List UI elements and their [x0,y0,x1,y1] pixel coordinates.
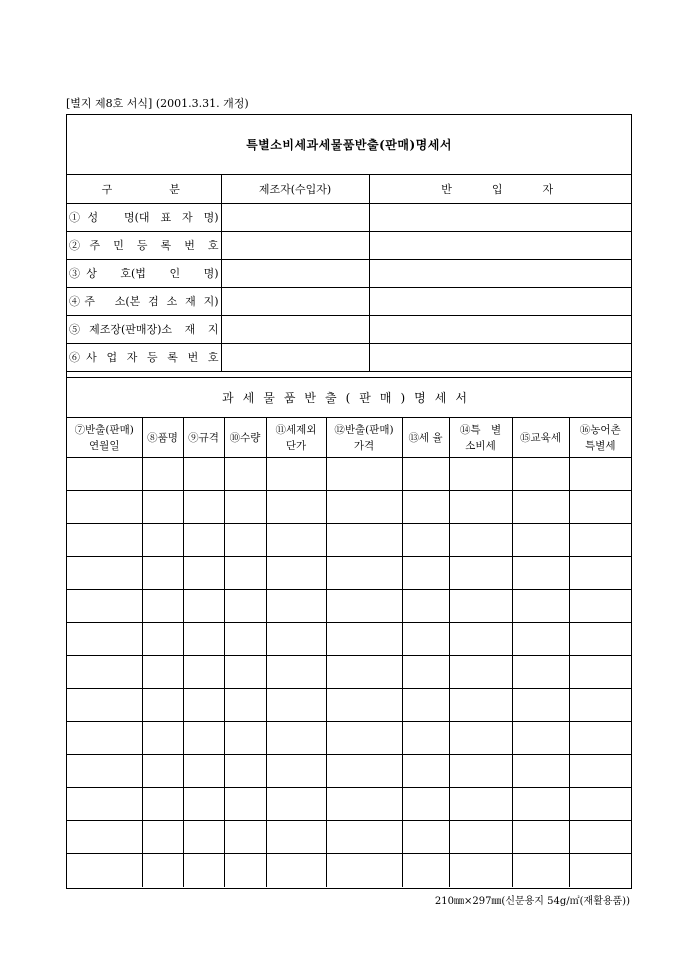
form-sheet [66,114,632,889]
header-unit-price [266,418,326,458]
table-cell[interactable] [224,458,266,491]
table-cell[interactable] [449,590,512,623]
table-cell[interactable] [402,491,449,524]
header-item-name [142,418,183,458]
table-cell[interactable] [512,788,569,821]
table-cell[interactable] [402,821,449,854]
table-row [67,788,631,821]
table-cell[interactable] [569,656,631,689]
manufacturer-name-field[interactable] [221,203,369,231]
table-cell[interactable] [224,656,266,689]
receiver-name-field[interactable] [369,203,631,231]
table-cell[interactable] [266,788,326,821]
table-cell[interactable] [183,755,224,788]
table-cell[interactable] [402,590,449,623]
header-date-line2: 연월일 [89,439,120,452]
info-label-business-number: ⑥사 업 자 등 록 번 호 [67,343,221,371]
table-cell[interactable] [512,557,569,590]
table-cell[interactable] [142,755,183,788]
table-row [67,689,631,722]
paper-spec-footer: 210㎜×297㎜(신문용지 54g/㎡(재활용품)) [434,896,630,907]
table-cell[interactable] [569,788,631,821]
table-cell[interactable] [67,722,142,755]
table-cell[interactable] [183,491,224,524]
info-row-resident-number [67,231,631,259]
table-row [67,821,631,854]
table-cell[interactable] [142,491,183,524]
table-row [67,491,631,524]
table-cell[interactable] [67,689,142,722]
table-cell[interactable] [326,722,402,755]
info-label-address: ④주 소(본 검 소 재 지) [67,287,221,315]
table-cell[interactable] [266,623,326,656]
manufacturer-resident-number-field[interactable] [221,231,369,259]
table-cell[interactable] [183,656,224,689]
table-cell[interactable] [449,491,512,524]
table-row [67,722,631,755]
header-rural-tax-line2: 특별세 [585,439,616,452]
table-cell[interactable] [67,788,142,821]
table-row [67,458,631,491]
table-cell[interactable] [266,722,326,755]
table-cell[interactable] [142,458,183,491]
table-cell[interactable] [224,755,266,788]
table-cell[interactable] [224,623,266,656]
info-row-name [67,203,631,231]
table-cell[interactable] [142,524,183,557]
manufacturer-address-field[interactable] [221,287,369,315]
table-cell[interactable] [402,623,449,656]
table-cell[interactable] [266,656,326,689]
table-cell[interactable] [449,623,512,656]
table-row [67,590,631,623]
table-cell[interactable] [67,854,142,887]
table-cell[interactable] [402,854,449,887]
table-cell[interactable] [266,524,326,557]
table-cell[interactable] [569,755,631,788]
form-number-header: [별지 제8호 서식] (2001.3.31. 개정) [66,97,249,110]
header-tax-rate-line1: ⑬세 율 [408,431,443,444]
table-cell[interactable] [266,821,326,854]
table-cell[interactable] [569,689,631,722]
table-cell[interactable] [569,524,631,557]
section-title: 과세물품반출(판매)명세서 [67,377,631,418]
table-cell[interactable] [449,656,512,689]
manufacturer-factory-location-field[interactable] [221,315,369,343]
table-cell[interactable] [512,590,569,623]
table-cell[interactable] [266,458,326,491]
table-cell[interactable] [224,854,266,887]
info-label-factory-location: ⑤제조장(판매장)소 재 지 [67,315,221,343]
table-cell[interactable] [67,623,142,656]
table-cell[interactable] [402,722,449,755]
table-cell[interactable] [569,722,631,755]
header-spec-line1: ⑨규격 [188,431,219,444]
header-price-line2: 가격 [353,439,375,452]
table-cell[interactable] [402,689,449,722]
table-cell[interactable] [326,821,402,854]
table-cell[interactable] [183,788,224,821]
table-row [67,557,631,590]
table-cell[interactable] [569,854,631,887]
table-row [67,524,631,557]
receiver-address-field[interactable] [369,287,631,315]
table-cell[interactable] [183,854,224,887]
table-cell[interactable] [67,821,142,854]
table-cell[interactable] [569,557,631,590]
table-cell[interactable] [449,854,512,887]
table-cell[interactable] [224,689,266,722]
table-cell[interactable] [512,755,569,788]
receiver-business-number-field[interactable] [369,343,631,371]
table-cell[interactable] [183,722,224,755]
table-cell[interactable] [326,590,402,623]
table-cell[interactable] [266,590,326,623]
table-cell[interactable] [142,788,183,821]
table-cell[interactable] [326,755,402,788]
table-cell[interactable] [326,854,402,887]
info-row-factory-location [67,315,631,343]
form-title: 특별소비세과세물품반출(판매)명세서 [67,115,631,175]
table-cell[interactable] [326,557,402,590]
table-cell[interactable] [224,524,266,557]
table-cell[interactable] [67,656,142,689]
table-cell[interactable] [512,458,569,491]
table-cell[interactable] [449,557,512,590]
table-cell[interactable] [512,854,569,887]
table-cell[interactable] [142,623,183,656]
header-education-tax [512,418,569,458]
table-cell[interactable] [402,557,449,590]
table-cell[interactable] [449,524,512,557]
table-cell[interactable] [569,623,631,656]
header-price-line1: ⑫반출(판매) [334,423,394,436]
header-special-tax-line1: ⑭특 별 [459,423,502,436]
table-cell[interactable] [266,557,326,590]
table-cell[interactable] [142,821,183,854]
table-cell[interactable] [183,458,224,491]
table-cell[interactable] [142,656,183,689]
header-rural-tax-line1: ⑯농어촌 [579,423,621,436]
info-table [67,175,631,372]
table-cell[interactable] [326,524,402,557]
table-cell[interactable] [183,689,224,722]
table-cell[interactable] [449,788,512,821]
header-special-tax [449,418,512,458]
table-cell[interactable] [142,722,183,755]
table-cell[interactable] [449,722,512,755]
info-header-manufacturer: 제조자(수입자) [221,175,369,203]
items-table [67,417,631,887]
header-date [67,418,142,458]
table-cell[interactable] [449,689,512,722]
info-label-name: ①성 명(대 표 자 명) [67,203,221,231]
table-cell[interactable] [67,557,142,590]
info-header-division: 구 분 [67,175,221,203]
header-quantity-line1: ⑩수량 [229,431,261,444]
header-quantity [224,418,266,458]
table-cell[interactable] [326,656,402,689]
table-cell[interactable] [402,788,449,821]
table-cell[interactable] [183,821,224,854]
table-cell[interactable] [224,788,266,821]
table-row [67,755,631,788]
header-education-tax-line1: ⑮교육세 [520,431,561,444]
table-row [67,656,631,689]
table-cell[interactable] [402,755,449,788]
table-cell[interactable] [449,821,512,854]
table-cell[interactable] [512,524,569,557]
table-cell[interactable] [142,854,183,887]
header-unit-price-line1: ⑪세제외 [275,423,317,436]
info-header-receiver: 반 입 자 [369,175,631,203]
info-header-row [67,175,631,203]
header-special-tax-line2: 소비세 [465,439,496,452]
header-spec [183,418,224,458]
table-cell[interactable] [183,524,224,557]
table-cell[interactable] [512,623,569,656]
table-cell[interactable] [326,491,402,524]
receiver-factory-location-field[interactable] [369,315,631,343]
table-cell[interactable] [266,755,326,788]
table-cell[interactable] [67,590,142,623]
table-cell[interactable] [266,491,326,524]
table-cell[interactable] [449,458,512,491]
receiver-company-field[interactable] [369,259,631,287]
table-cell[interactable] [569,458,631,491]
header-tax-rate [402,418,449,458]
table-cell[interactable] [266,854,326,887]
table-cell[interactable] [512,821,569,854]
table-cell[interactable] [326,623,402,656]
header-date-line1: ⑦반출(판매) [74,423,134,436]
table-row [67,623,631,656]
table-cell[interactable] [224,590,266,623]
info-label-company: ③상 호(법 인 명) [67,259,221,287]
table-cell[interactable] [512,656,569,689]
table-row [67,854,631,887]
info-row-company [67,259,631,287]
manufacturer-business-number-field[interactable] [221,343,369,371]
table-cell[interactable] [224,821,266,854]
table-cell[interactable] [183,557,224,590]
header-price [326,418,402,458]
table-cell[interactable] [326,458,402,491]
table-cell[interactable] [326,689,402,722]
table-cell[interactable] [67,458,142,491]
table-cell[interactable] [142,689,183,722]
table-cell[interactable] [569,590,631,623]
table-cell[interactable] [569,821,631,854]
table-cell[interactable] [402,656,449,689]
table-cell[interactable] [183,623,224,656]
table-cell[interactable] [266,689,326,722]
table-cell[interactable] [224,491,266,524]
info-row-address [67,287,631,315]
table-cell[interactable] [183,590,224,623]
table-cell[interactable] [512,491,569,524]
table-cell[interactable] [326,788,402,821]
table-cell[interactable] [67,524,142,557]
table-cell[interactable] [512,722,569,755]
header-rural-tax [569,418,631,458]
table-cell[interactable] [449,755,512,788]
table-cell[interactable] [67,491,142,524]
table-cell[interactable] [142,590,183,623]
table-cell[interactable] [512,689,569,722]
table-cell[interactable] [402,524,449,557]
manufacturer-company-field[interactable] [221,259,369,287]
receiver-resident-number-field[interactable] [369,231,631,259]
table-cell[interactable] [224,722,266,755]
table-cell[interactable] [402,458,449,491]
items-header-row [67,418,631,458]
table-cell[interactable] [569,491,631,524]
header-item-name-line1: ⑧품명 [147,431,178,444]
info-row-business-number [67,343,631,371]
table-cell[interactable] [67,755,142,788]
table-cell[interactable] [224,557,266,590]
info-label-resident-number: ②주 민 등 록 번 호 [67,231,221,259]
table-cell[interactable] [142,557,183,590]
header-unit-price-line2: 단가 [285,439,307,452]
